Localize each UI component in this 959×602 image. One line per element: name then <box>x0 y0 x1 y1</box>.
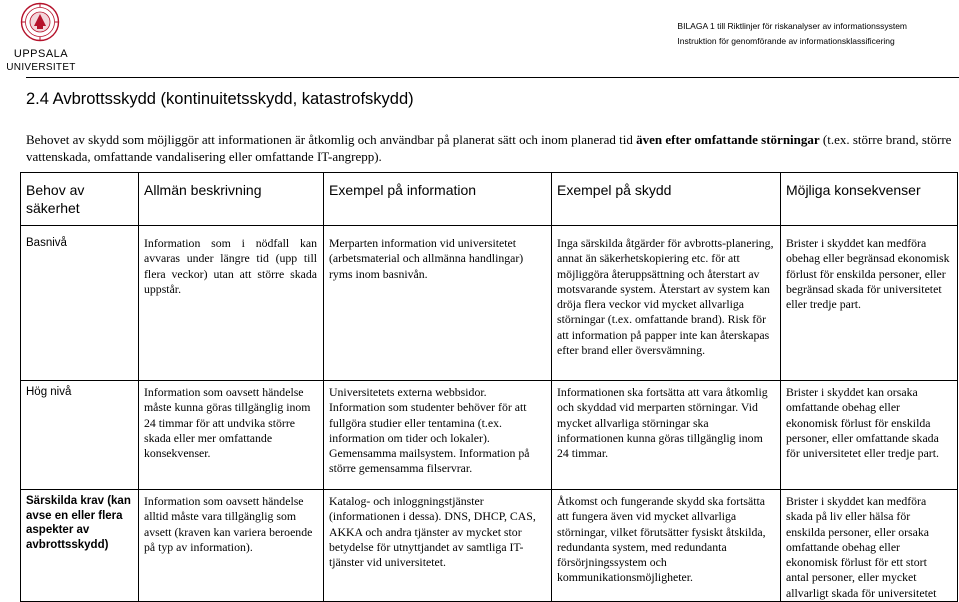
description-cell: Information som oavsett händelse alltid måste vara tillgänglig som avsett (kraven kan variera beroende på typ av information). <box>139 490 324 602</box>
header-possible-consequences: Möjliga konsekvenser <box>781 173 958 226</box>
logo-name-line2: UNIVERSITET <box>6 62 76 73</box>
header-general-description: Allmän beskrivning <box>139 173 324 226</box>
logo-name-line1: UPPSALA <box>13 48 69 60</box>
level-cell: Särskilda krav (kan avse en eller flera aspekter av avbrottsskydd) <box>21 490 139 602</box>
section-title: 2.4 Avbrottsskydd (kontinuitetsskydd, katastrofskydd) <box>26 90 414 108</box>
description-cell: Information som oavsett händelse måste kunna göras tillgänglig inom 24 timmar för att undvika större skada eller mer omfattande konsekvenser. <box>139 381 324 490</box>
header-example-protection: Exempel på skydd <box>552 173 781 226</box>
consequences-cell: Brister i skyddet kan medföra skada på liv eller hälsa för enskilda personer, eller orsaka omfattande obehag eller ekonomisk förlust för ett stort antal personer, eller mycket allvarligt skada för universitetet <box>781 490 958 602</box>
consequences-cell: Brister i skyddet kan medföra obehag eller begränsad ekonomisk förlust för enskilda personer, eller begränsad skada för universitetet eller tredje part. <box>781 226 958 381</box>
example-protection-cell: Informationen ska fortsätta att vara åtkomlig och skyddad vid merparten störningar. Vid mycket allvarliga störningar ska informationen kunna göras tillgänglig inom 24 timmar. <box>552 381 781 490</box>
header-line-1: BILAGA 1 till Riktlinjer för riskanalyser av informationssystem <box>677 21 907 31</box>
level-cell: Hög nivå <box>21 381 139 490</box>
level-cell: Basnivå <box>21 226 139 381</box>
example-info-cell: Katalog- och inloggningstjänster (informationen i dessa). DNS, DHCP, CAS, AKKA och andra tjänster av mycket stor betydelse för utnyttjandet av samtliga IT-tjänster vid universitetet. <box>324 490 552 602</box>
university-seal-icon <box>20 2 60 42</box>
header-line-2: Instruktion för genomförande av informationsklassificering <box>677 36 895 46</box>
table-header-row <box>21 173 958 226</box>
header-example-information: Exempel på information <box>324 173 552 226</box>
example-info-cell: Universitetets externa webbsidor. Information som studenter behöver för att fullgöra studier eller tentamina (t.ex. information om tider och lokaler). Gemensamma mailsystem. Information på större gemensamma filservrar. <box>324 381 552 490</box>
example-protection-cell: Inga särskilda åtgärder för avbrotts-planering, annat än säkerhetskopiering etc. för att möjliggöra återuppsättning och återstart av motsvarande system. Återstart av system kan dröja flera veckor vid mycket allvarliga störningar (t.ex. omfattande brand). Risk för att information på papper inte kan återskapas efter brand eller översvämning. <box>552 226 781 381</box>
example-protection-cell: Åtkomst och fungerande skydd ska fortsätta att fungera även vid mycket allvarliga störningar, vilket förutsätter fysiskt åtskilda, redundanta system, med redundanta försörjningssystem och kommunikationsmöjligheter. <box>552 490 781 602</box>
availability-protection-table <box>20 172 958 602</box>
table-row <box>21 381 958 490</box>
description-cell: Information som i nödfall kan avvaras under längre tid (upp till flera veckor) utan att större skada uppstår. <box>139 226 324 381</box>
consequences-cell: Brister i skyddet kan orsaka omfattande obehag eller ekonomisk förlust för enskilda personer, eller omfattande skada för universitetet eller tredje part. <box>781 381 958 490</box>
table-row <box>21 226 958 381</box>
section-intro <box>26 131 956 165</box>
table-row <box>21 490 958 602</box>
intro-text-end: (t.ex. större brand, större vattenskada, omfattande vandalisering eller omfattande IT-angrepp). <box>26 132 952 164</box>
intro-text-start: Behovet av skydd som möjliggör att informationen är åtkomlig och användbar på planerat sätt och inom planerad tid <box>26 132 637 147</box>
header-security-need: Behov av säkerhet <box>21 173 139 226</box>
intro-text-emphasis: även efter omfattande störningar <box>636 132 820 147</box>
example-info-cell: Merparten information vid universitetet (arbetsmaterial och allmänna handlingar) ryms inom basnivån. <box>324 226 552 381</box>
header-divider <box>26 77 959 78</box>
document-header <box>677 19 907 49</box>
uppsala-university-logo <box>4 2 78 76</box>
